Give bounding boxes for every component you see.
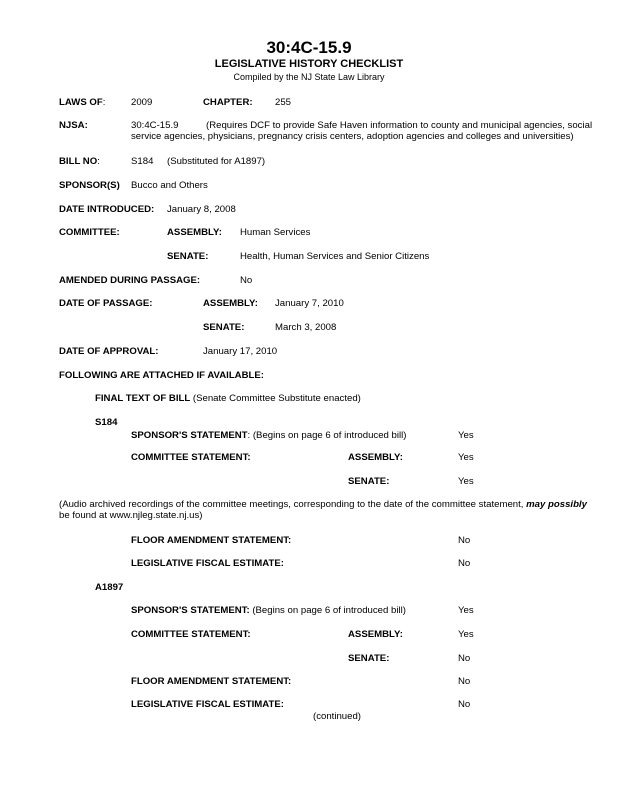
final-text-note: (Senate Committee Substitute enacted) bbox=[190, 393, 361, 404]
page-title: 30:4C-15.9 bbox=[266, 38, 352, 57]
a1897-senate-value: No bbox=[458, 653, 471, 664]
sponsor-value: Bucco and Others bbox=[131, 180, 208, 191]
bill-substitution-note: (Substituted for A1897) bbox=[167, 156, 266, 167]
passage-senate-label: SENATE: bbox=[203, 322, 245, 333]
a1897-assembly-label: ASSEMBLY: bbox=[348, 629, 403, 640]
committee-assembly-label: ASSEMBLY: bbox=[167, 227, 222, 238]
njsa-description-line2: service agencies, physicians, pregnancy crisis centers, adoption agencies and colleges and universities) bbox=[131, 131, 574, 142]
a1897-fiscal-estimate-label: LEGISLATIVE FISCAL ESTIMATE: bbox=[131, 699, 284, 710]
committee-label: COMMITTEE: bbox=[59, 227, 120, 238]
audio-note-line1: (Audio archived recordings of the committee meetings, corresponding to the date of the committee statement, may possibly bbox=[59, 499, 587, 510]
a1897-floor-amendment-label: FLOOR AMENDMENT STATEMENT: bbox=[131, 676, 292, 687]
s184-sponsor-statement: SPONSOR'S STATEMENT: (Begins on page 6 of introduced bill) bbox=[131, 430, 407, 441]
amended-label: AMENDED DURING PASSAGE: bbox=[59, 275, 201, 286]
a1897-committee-statement-label: COMMITTEE STATEMENT: bbox=[131, 629, 251, 640]
a1897-floor-amendment-value: No bbox=[458, 676, 471, 687]
a1897-assembly-value: Yes bbox=[458, 629, 474, 640]
amended-value: No bbox=[240, 275, 253, 286]
s184-sponsor-statement-value: Yes bbox=[458, 430, 474, 441]
final-text-line bbox=[95, 393, 361, 405]
a1897-senate-label: SENATE: bbox=[348, 653, 390, 664]
committee-assembly-value: Human Services bbox=[240, 227, 311, 238]
committee-senate-value: Health, Human Services and Senior Citizens bbox=[240, 251, 430, 262]
laws-of-year: 2009 bbox=[131, 97, 153, 108]
passage-senate-date: March 3, 2008 bbox=[275, 322, 337, 333]
approval-label: DATE OF APPROVAL: bbox=[59, 346, 159, 357]
s184-committee-statement-label: COMMITTEE STATEMENT: bbox=[131, 452, 251, 463]
audio-note-line2: be found at www.njleg.state.nj.us) bbox=[59, 510, 203, 521]
checklist-heading: LEGISLATIVE HISTORY CHECKLIST bbox=[214, 58, 404, 70]
s184-assembly-label: ASSEMBLY: bbox=[348, 452, 403, 463]
a1897-bill-label: A1897 bbox=[95, 582, 124, 593]
laws-of-label: LAWS OF: bbox=[59, 97, 106, 108]
s184-assembly-value: Yes bbox=[458, 452, 474, 463]
s184-senate-label: SENATE: bbox=[348, 476, 390, 487]
chapter-number: 255 bbox=[275, 97, 292, 108]
njsa-description-line1: (Requires DCF to provide Safe Haven information to county and municipal agencies, social bbox=[206, 120, 593, 131]
bill-number: S184 bbox=[131, 156, 154, 167]
passage-assembly-label: ASSEMBLY: bbox=[203, 298, 258, 309]
committee-senate-label: SENATE: bbox=[167, 251, 209, 262]
bill-no-label: BILL NO: bbox=[59, 156, 100, 167]
compiled-by: Compiled by the NJ State Law Library bbox=[233, 72, 385, 82]
audio-note-emphasis: may possibly bbox=[526, 499, 587, 510]
s184-bill-label: S184 bbox=[95, 417, 118, 428]
date-introduced-value: January 8, 2008 bbox=[167, 204, 236, 215]
chapter-label: CHAPTER: bbox=[203, 97, 253, 108]
passage-assembly-date: January 7, 2010 bbox=[275, 298, 344, 309]
s184-floor-amendment-label: FLOOR AMENDMENT STATEMENT: bbox=[131, 535, 292, 546]
approval-date: January 17, 2010 bbox=[203, 346, 278, 357]
njsa-label: NJSA: bbox=[59, 120, 88, 131]
continued-note: (continued) bbox=[313, 711, 361, 722]
a1897-sponsor-statement-value: Yes bbox=[458, 605, 474, 616]
attached-heading: FOLLOWING ARE ATTACHED IF AVAILABLE: bbox=[59, 370, 264, 381]
s184-fiscal-estimate-value: No bbox=[458, 558, 471, 569]
njsa-cite: 30:4C-15.9 bbox=[131, 120, 179, 131]
s184-floor-amendment-value: No bbox=[458, 535, 471, 546]
a1897-sponsor-statement: SPONSOR'S STATEMENT: (Begins on page 6 of introduced bill) bbox=[131, 605, 406, 616]
s184-senate-value: Yes bbox=[458, 476, 474, 487]
s184-fiscal-estimate-label: LEGISLATIVE FISCAL ESTIMATE: bbox=[131, 558, 284, 569]
passage-label: DATE OF PASSAGE: bbox=[59, 298, 153, 309]
sponsor-label: SPONSOR(S) bbox=[59, 180, 120, 191]
date-introduced-label: DATE INTRODUCED: bbox=[59, 204, 155, 215]
a1897-fiscal-estimate-value: No bbox=[458, 699, 471, 710]
final-text-label: FINAL TEXT OF BILL bbox=[95, 393, 191, 404]
